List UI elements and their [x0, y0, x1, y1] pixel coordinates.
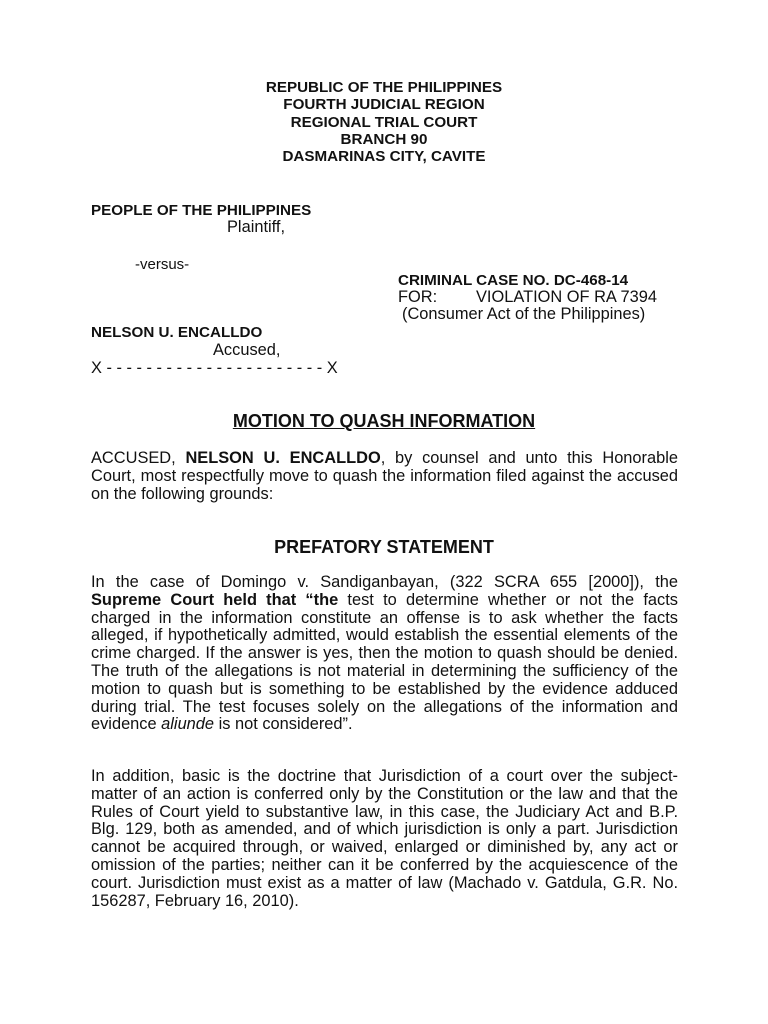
- plaintiff-role: Plaintiff,: [227, 218, 286, 236]
- para-text: In the case of Domingo v. Sandiganbayan, (322 SCRA 655 [2000]), the: [91, 573, 678, 591]
- section-title: PREFATORY STATEMENT: [274, 537, 494, 557]
- header-line: FOURTH JUDICIAL REGION: [283, 96, 485, 114]
- versus: -versus-: [135, 256, 190, 273]
- intro-accused-name: NELSON U. ENCALLDO: [185, 449, 381, 467]
- para-text: test to determine whether or not the facts charged in the information constitute an offense is to ask whether the facts alleged, if hypothetically admitted, would establish the essential elements of the crime charged. If the answer is yes, then the motion to quash should be denied. The truth of the allegations is not material in determining the sufficiency of the motion to quash but is something to be established by the evidence adduced during trial. The test focuses solely on the allegations of the information and evidence: [91, 590, 678, 734]
- header-line: DASMARINAS CITY, CAVITE: [282, 148, 486, 166]
- header-line: REPUBLIC OF THE PHILIPPINES: [265, 79, 503, 96]
- header-line: BRANCH 90: [340, 130, 428, 148]
- prefatory-paragraph-2: In addition, basic is the doctrine that Jurisdiction of a court over the subject-matter of an action is conferred only by the Constitution or the law and that the Rules of Court yield to substantive law, in this case, the Judiciary Act and B.P. Blg. 129, both as amended, and of which jurisdiction is only a part. Jurisdiction cannot be acquired through, or waived, enlarged or diminished by, any act or omission of the parties; neither can it be conferred by the acquiescence of the court. Jurisdiction must exist as a matter of law (Machado v. Gatdula, G.R. No. 156287, February 16, 2010).: [91, 767, 678, 910]
- para-italic-text: aliunde: [161, 715, 215, 734]
- intro-text: , by counsel and unto this Honorable Court, most respectfully move to quash the information filed against the accused on the following grounds:: [91, 449, 678, 503]
- charge-value: VIOLATION OF RA 7394: [476, 288, 657, 306]
- prefatory-paragraph-1: [91, 574, 678, 734]
- act-name: (Consumer Act of the Philippines): [402, 305, 646, 323]
- header-line: REGIONAL TRIAL COURT: [290, 113, 478, 131]
- para-text: is not considered”.: [214, 715, 353, 734]
- accused-role: Accused,: [213, 341, 281, 359]
- intro-paragraph: [91, 450, 678, 503]
- intro-text: ACCUSED,: [91, 449, 186, 467]
- accused-name: NELSON U. ENCALLDO: [91, 324, 263, 341]
- court-header: [0, 79, 768, 165]
- plaintiff-name: PEOPLE OF THE PHILIPPINES: [91, 202, 312, 219]
- para-bold-text: Supreme Court held that “the: [91, 590, 339, 609]
- charge-label: FOR:: [398, 288, 438, 306]
- caption-separator: X - - - - - - - - - - - - - - - - - - - - - - X: [91, 359, 338, 377]
- case-number: CRIMINAL CASE NO. DC-468-14: [398, 272, 629, 289]
- document-title: MOTION TO QUASH INFORMATION: [232, 411, 536, 431]
